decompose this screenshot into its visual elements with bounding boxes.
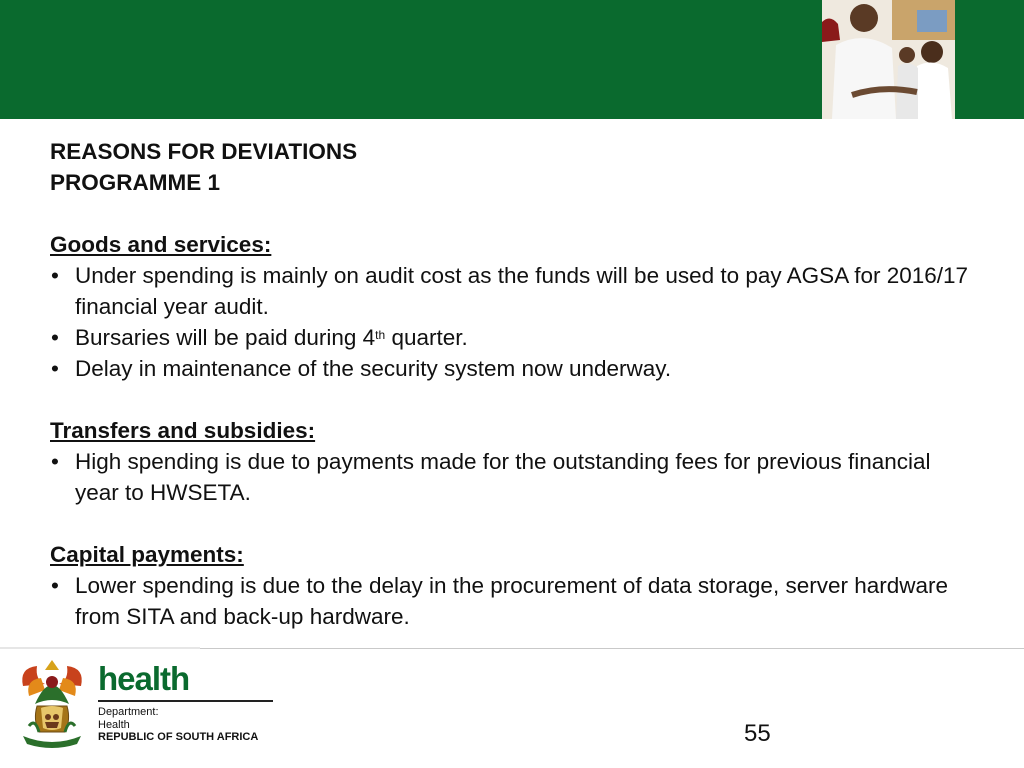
section-title-goods-services: Goods and services:: [50, 232, 272, 257]
ordinal-suffix: th: [375, 328, 386, 342]
bullet-item: • High spending is due to payments made for the outstanding fees for previous financial year to HWSETA.: [50, 446, 970, 508]
health-logo-rule: [98, 700, 273, 702]
bullet-text-end: quarter.: [385, 325, 468, 350]
bullet-item: [50, 322, 970, 353]
goods-services-bullets: [50, 260, 970, 384]
header-photo: [822, 0, 955, 119]
department-text: [98, 706, 258, 744]
section-title-transfers-subsidies: Transfers and subsidies:: [50, 418, 316, 443]
nurse-children-photo: [822, 0, 955, 119]
dept-line3: REPUBLIC OF SOUTH AFRICA: [98, 731, 259, 743]
dept-line1: Department:: [98, 706, 159, 718]
transfers-subsidies-bullets: [50, 446, 970, 508]
slide-heading-line1: REASONS FOR DEVIATIONS: [50, 139, 358, 164]
page-number: 55: [744, 720, 771, 747]
bullet-item: • Under spending is mainly on audit cost as the funds will be used to pay AGSA for 2016/17 financial year audit.: [50, 260, 970, 322]
slide-heading-line2: PROGRAMME 1: [50, 170, 221, 195]
section-title-capital-payments: Capital payments:: [50, 542, 244, 567]
bullet-item: • Delay in maintenance of the security system now underway.: [50, 353, 970, 384]
capital-payments-bullets: [50, 570, 970, 632]
bullet-text: Bursaries will be paid during 4: [75, 325, 376, 350]
footer-divider-accent: [0, 647, 200, 649]
south-africa-coat-of-arms-icon: [15, 656, 89, 750]
health-logo-word: health: [98, 660, 190, 697]
slide-content: [50, 136, 970, 632]
bullet-item: • Lower spending is due to the delay in the procurement of data storage, server hardware from SITA and back-up hardware.: [50, 570, 970, 632]
dept-line2: Health: [98, 718, 130, 731]
